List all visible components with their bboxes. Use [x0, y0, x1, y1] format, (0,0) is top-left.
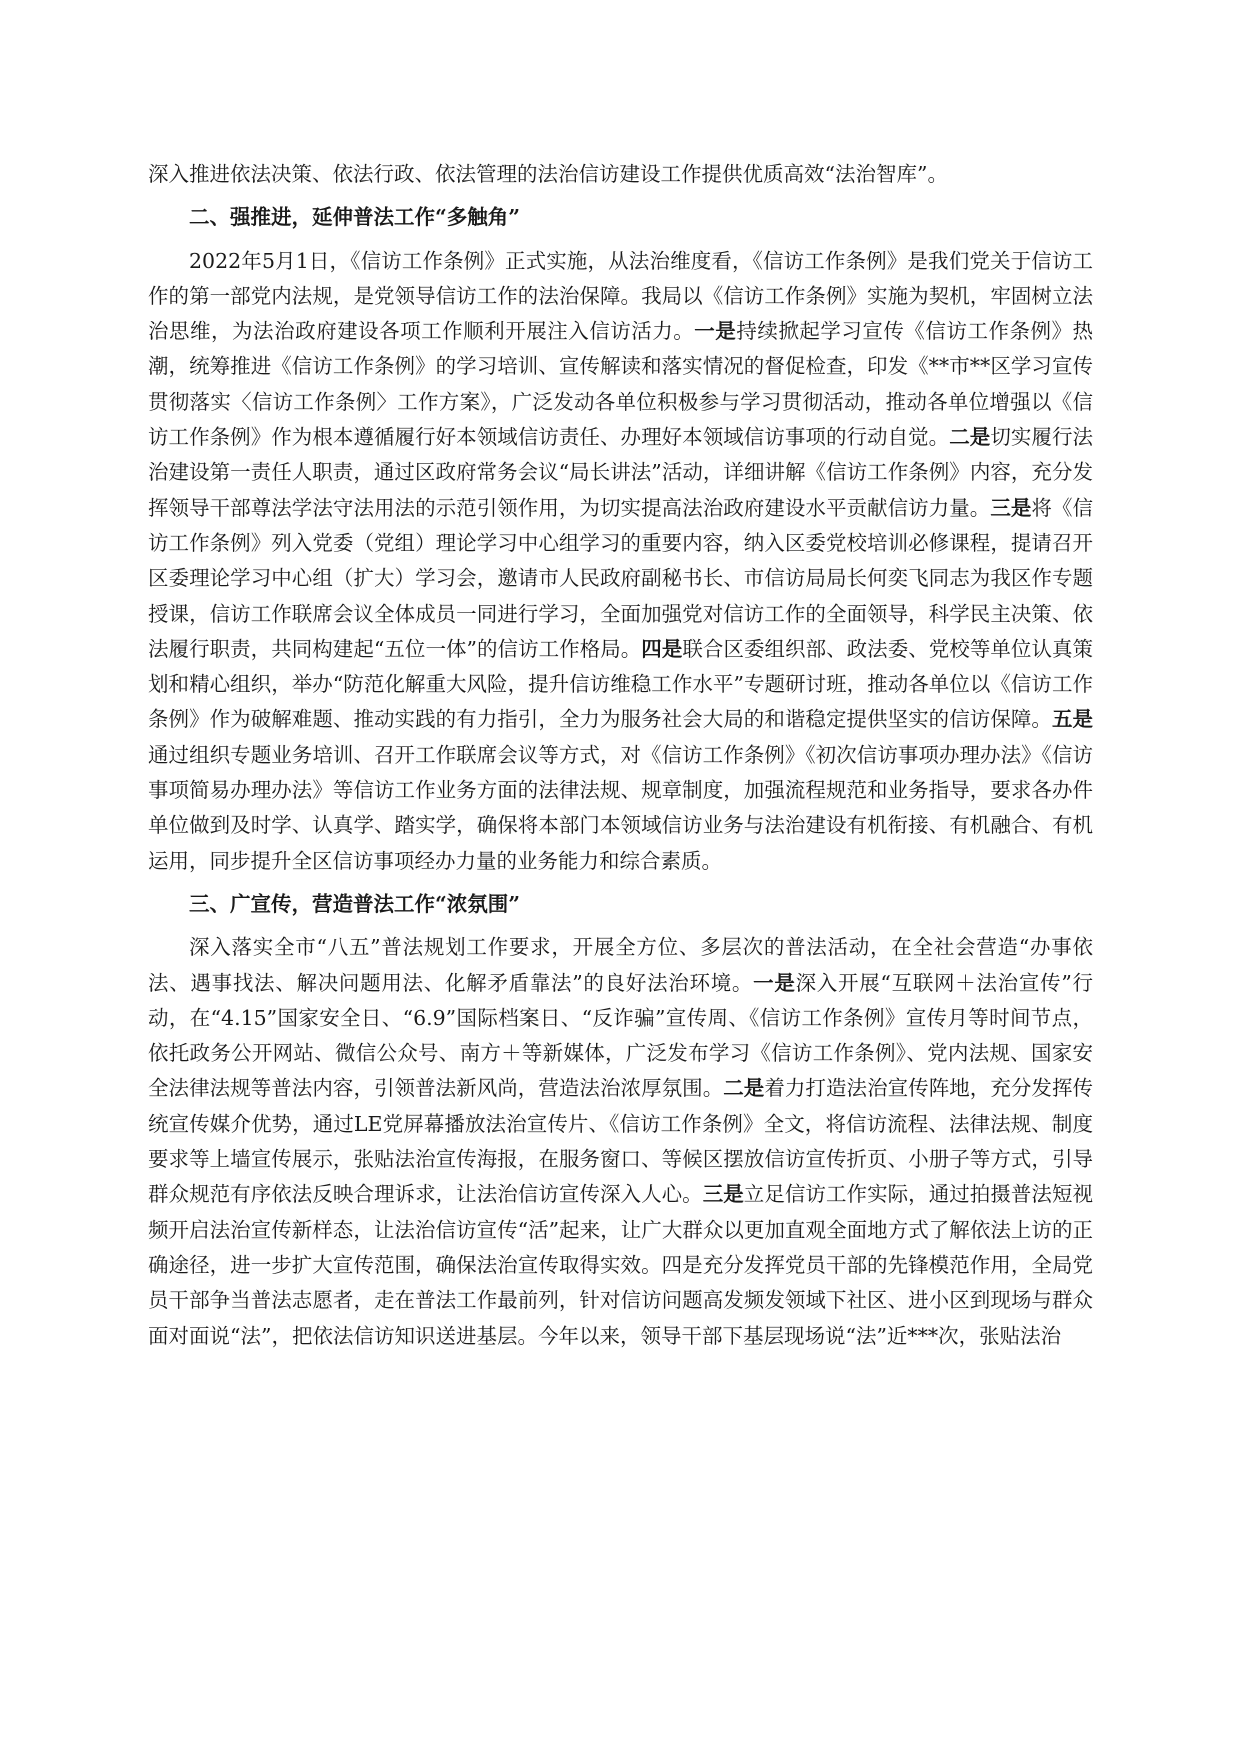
point-text: 通过组织专题业务培训、召开工作联席会议等方式，对《信访工作条例》《初次信访事项办理办法》《信访事项简易办理办法》等信访工作业务方面的法律法规、规章制度，加强流程规范和业务指导，要求各办件单位做到及时学、认真学、踏实学，确保将本部门本领域信访业务与法治建设有机衔接、有机融合、有机运用，同步提升全区信访事项经办力量的业务能力和综合素质。 [148, 742, 1093, 873]
section-3-paragraph [148, 930, 1093, 1354]
point-marker: 四是 [641, 636, 683, 661]
point-text: 着力打造法治宣传阵地，充分发挥传统宣传媒介优势，通过LE党屏幕播放法治宣传片、《信访工作条例》全文，将信访流程、法律法规、制度要求等上墙宣传展示，张贴法治宣传海报，在服务窗口、等候区摆放信访宣传折页、小册子等方式，引导群众规范有序依法反映合理诉求，让法治信访宣传深入人心。 [148, 1076, 1094, 1207]
point-text: 将《信访工作条例》列入党委（党组）理论学习中心组学习的重要内容，纳入区委党校培训必修课程，提请召开区委理论学习中心组（扩大）学习会，邀请市人民政府副秘书长、市信访局局长何奕飞同志为我区作专题授课，信访工作联席会议全体成员一同进行学习，全面加强党对信访工作的全面领导，科学民主决策、依法履行职责，共同构建起“五位一体”的信访工作格局。 [148, 495, 1094, 661]
point-text: 持续掀起学习宣传《信访工作条例》热潮，统筹推进《信访工作条例》的学习培训、宣传解读和落实情况的督促检查，印发《**市**区学习宣传贯彻落实〈信访工作条例〉工作方案》，广泛发动各单位积极参与学习贯彻活动，推动各单位增强以《信访工作条例》作为根本遵循履行好本领域信访责任、办理好本领域信访事项的行动自觉。 [148, 319, 1094, 450]
section-2-lead: 2022年5月1日，《信访工作条例》正式实施，从法治维度看，《信访工作条例》是我们党关于信访工作的第一部党内法规，是党领导信访工作的法治保障。我局以《信访工作条例》实施为契机，牢固树立法治思维，为法治政府建设各项工作顺利开展注入信访活力。 [148, 248, 1093, 344]
point-marker: 五是 [1051, 707, 1093, 732]
point-marker: 三是 [990, 495, 1032, 520]
point-marker: 二是 [949, 425, 991, 450]
section-3-heading: 三、广宣传，营造普法工作“浓氛围” [189, 891, 521, 916]
point-marker: 一是 [753, 970, 796, 995]
point-text: 切实履行法治建设第一责任人职责，通过区政府常务会议“局长讲法”活动，详细讲解《信访工作条例》内容，充分发挥领导干部尊法学法守法用法的示范引领作用，为切实提高法治政府建设水平贡献信访力量。 [148, 425, 1094, 520]
section-2-heading: 二、强推进，延伸普法工作“多触角” [189, 205, 521, 230]
section-3-lead: 深入落实全市“八五”普法规划工作要求，开展全方位、多层次的普法活动，在全社会营造“办事依法、遇事找法、解决问题用法、化解矛盾靠法”的良好法治环境。 [148, 935, 1093, 995]
point-marker: 三是 [702, 1182, 744, 1207]
point-marker: 一是 [694, 319, 737, 344]
point-marker: 二是 [723, 1076, 765, 1101]
intro-paragraph: 深入推进依法决策、依法行政、依法管理的法治信访建设工作提供优质高效“法治智库”。 [148, 162, 948, 186]
point-text: 立足信访工作实际，通过拍摄普法短视频开启法治宣传新样态，让法治信访宣传“活”起来，让广大群众以更加直观全面地方式了解依法上访的正确途径，进一步扩大宣传范围，确保法治宣传取得实效。四是充分发挥党员干部的先锋模范作用，全局党员干部争当普法志愿者，走在普法工作最前列，针对信访问题高发频发领域下社区、进小区到现场与群众面对面说“法”，把依法信访知识送进基层。今年以来，领导干部下基层现场说“法”近***次，张贴法治 [148, 1182, 1094, 1348]
document-page [148, 157, 1093, 1362]
point-text: 联合区委组织部、政法委、党校等单位认真策划和精心组织，举办“防范化解重大风险，提升信访维稳工作水平”专题研讨班，推动各单位以《信访工作条例》作为破解难题、推动实践的有力指引，全力为服务社会大局的和谐稳定提供坚实的信访保障。 [148, 636, 1094, 732]
point-text: 深入开展“互联网＋法治宣传”行动，在“4.15”国家安全日、“6.9”国际档案日、“反诈骗”宣传周、《信访工作条例》宣传月等时间节点，依托政务公开网站、微信公众号、南方＋等新媒体，广泛发布学习《信访工作条例》、党内法规、国家安全法律法规等普法内容，引领普法新风尚，营造法治浓厚氛围。 [148, 970, 1094, 1101]
section-2-paragraph [148, 244, 1093, 879]
